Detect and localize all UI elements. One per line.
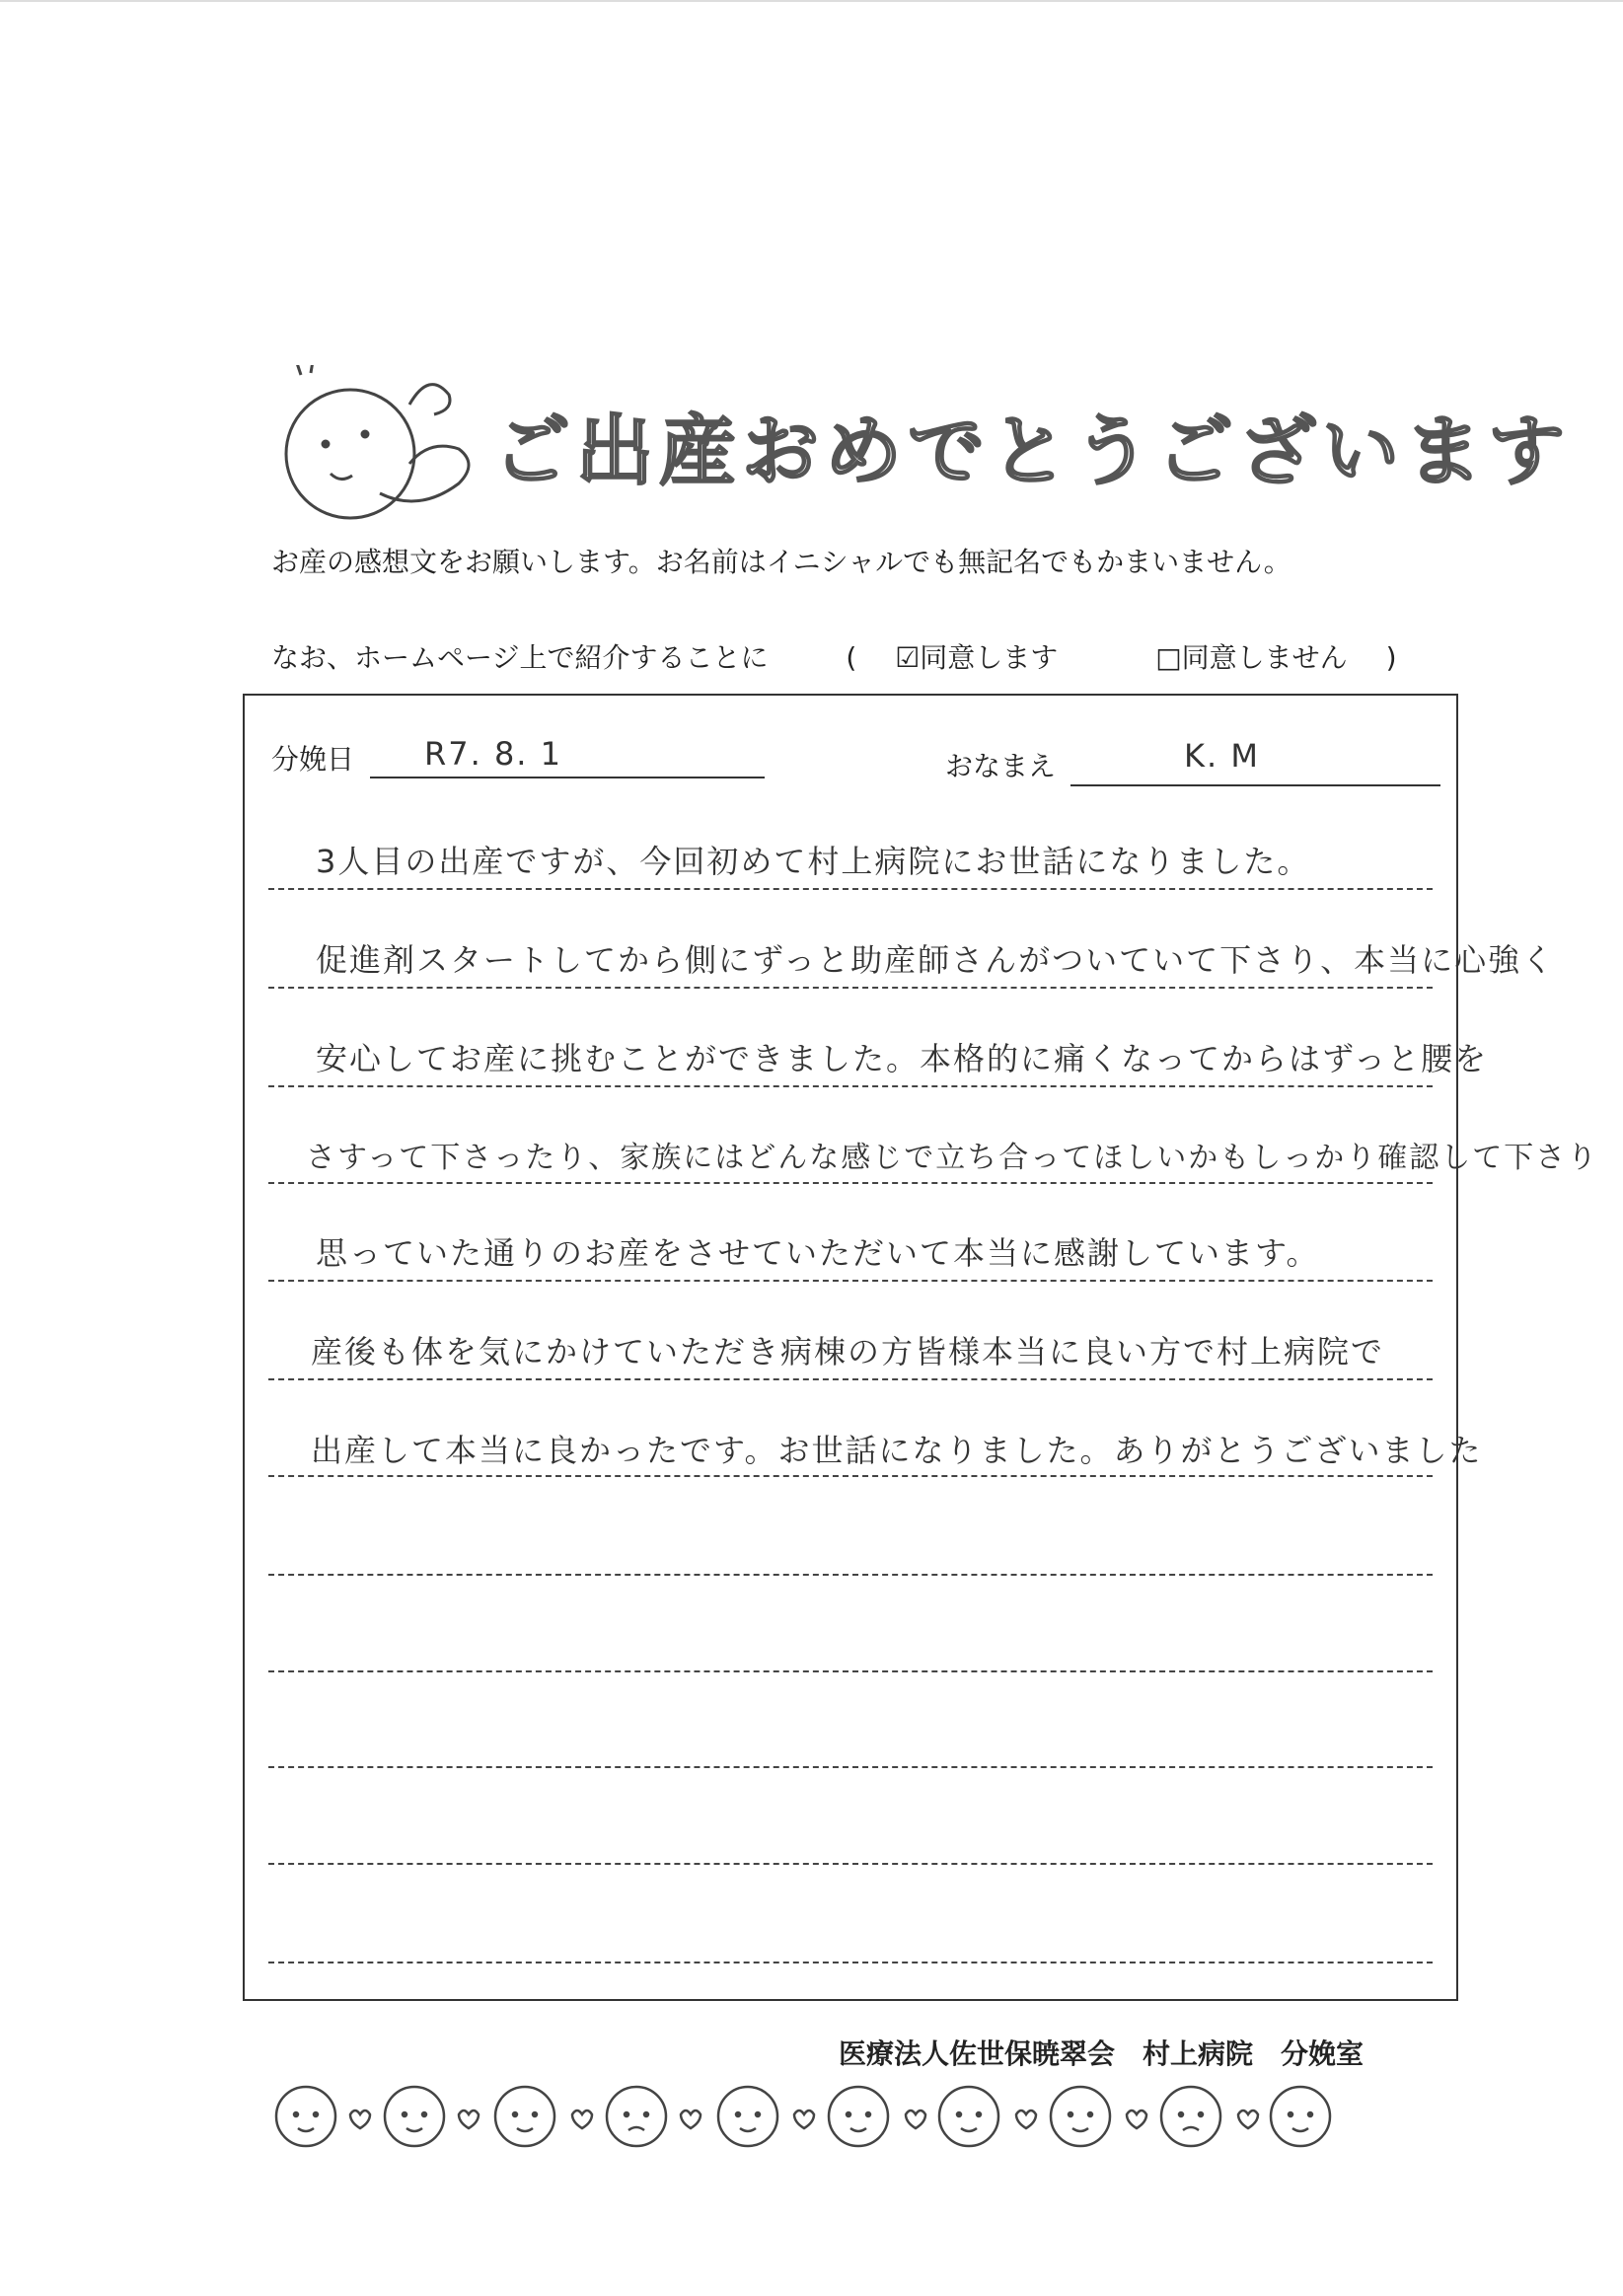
comment-line: 3人目の出産ですが、今回初めて村上病院にお世話になりました。 bbox=[316, 843, 1311, 880]
scan-edge bbox=[0, 0, 1623, 2]
baby-face-icon bbox=[1271, 2087, 1330, 2146]
ruled-line bbox=[268, 987, 1433, 989]
name-value: K. M bbox=[1184, 737, 1260, 775]
name-field[interactable] bbox=[1070, 735, 1440, 786]
ruled-line bbox=[268, 1085, 1433, 1087]
heart-icon bbox=[350, 2111, 370, 2128]
heart-icon bbox=[1016, 2111, 1036, 2128]
consent-open-paren: ( bbox=[846, 641, 857, 674]
baby-face-icon bbox=[829, 2087, 888, 2146]
ruled-line bbox=[268, 1378, 1433, 1380]
name-label: おなまえ bbox=[945, 750, 1057, 782]
ruled-line bbox=[268, 1574, 1433, 1576]
ruled-line bbox=[268, 1182, 1433, 1184]
delivery-date-field[interactable] bbox=[370, 735, 765, 778]
delivery-date-label: 分娩日 bbox=[271, 743, 355, 776]
baby-face-icon bbox=[385, 2087, 444, 2146]
baby-face-icon bbox=[1051, 2087, 1110, 2146]
heart-icon bbox=[681, 2111, 701, 2128]
delivery-date-value: R7. 8. 1 bbox=[424, 735, 562, 773]
ruled-line bbox=[268, 888, 1433, 890]
comment-line: 産後も体を気にかけていただき病棟の方皆様本当に良い方で村上病院で bbox=[311, 1333, 1385, 1370]
heart-icon bbox=[459, 2111, 479, 2128]
baby-face-icon bbox=[495, 2087, 554, 2146]
consent-row bbox=[271, 636, 1397, 676]
comment-line: 促進剤スタートしてから側にずっと助産師さんがついていて下さり、本当に心強く bbox=[316, 941, 1556, 979]
comment-line: 思っていた通りのお産をさせていただいて本当に感謝しています。 bbox=[316, 1234, 1320, 1272]
agree-checkbox[interactable]: ☑同意します bbox=[895, 641, 1059, 674]
baby-face-icon bbox=[276, 2087, 335, 2146]
baby-face-icon bbox=[1161, 2087, 1220, 2146]
footer-organization: 医療法人佐世保暁翠会 村上病院 分娩室 bbox=[839, 2037, 1365, 2070]
baby-illustration-icon bbox=[286, 365, 469, 518]
heart-icon bbox=[1127, 2111, 1146, 2128]
consent-close-paren: ) bbox=[1385, 641, 1397, 674]
ruled-line bbox=[268, 1475, 1433, 1477]
comment-line: 出産して本当に良かったです。お世話になりました。ありがとうございました bbox=[311, 1432, 1483, 1469]
comment-line: 安心してお産に挑むことができました。本格的に痛くなってからはずっと腰を bbox=[316, 1040, 1489, 1077]
ruled-line bbox=[268, 1962, 1433, 1963]
disagree-checkbox[interactable]: □同意しません bbox=[1155, 641, 1348, 674]
ruled-line bbox=[268, 1280, 1433, 1282]
baby-face-icon bbox=[939, 2087, 998, 2146]
ruled-line bbox=[268, 1670, 1433, 1672]
baby-face-icon bbox=[607, 2087, 666, 2146]
comment-line: さすって下さったり、家族にはどんな感じで立ち合ってほしいかもしっかり確認して下さり bbox=[306, 1141, 1599, 1175]
consent-prefix: なお、ホームページ上で紹介することに bbox=[271, 641, 769, 674]
ruled-line bbox=[268, 1863, 1433, 1865]
heart-icon bbox=[906, 2111, 925, 2128]
heart-icon bbox=[1238, 2111, 1258, 2128]
intro-text: お産の感想文をお願いします。お名前はイニシャルでも無記名でもかまいません。 bbox=[271, 546, 1291, 578]
heart-icon bbox=[572, 2111, 592, 2128]
page-title: ご出産おめでとうございます bbox=[493, 407, 1572, 496]
baby-face-icon bbox=[718, 2087, 777, 2146]
baby-faces-border bbox=[266, 2077, 1431, 2156]
ruled-line bbox=[268, 1766, 1433, 1768]
heart-icon bbox=[794, 2111, 814, 2128]
